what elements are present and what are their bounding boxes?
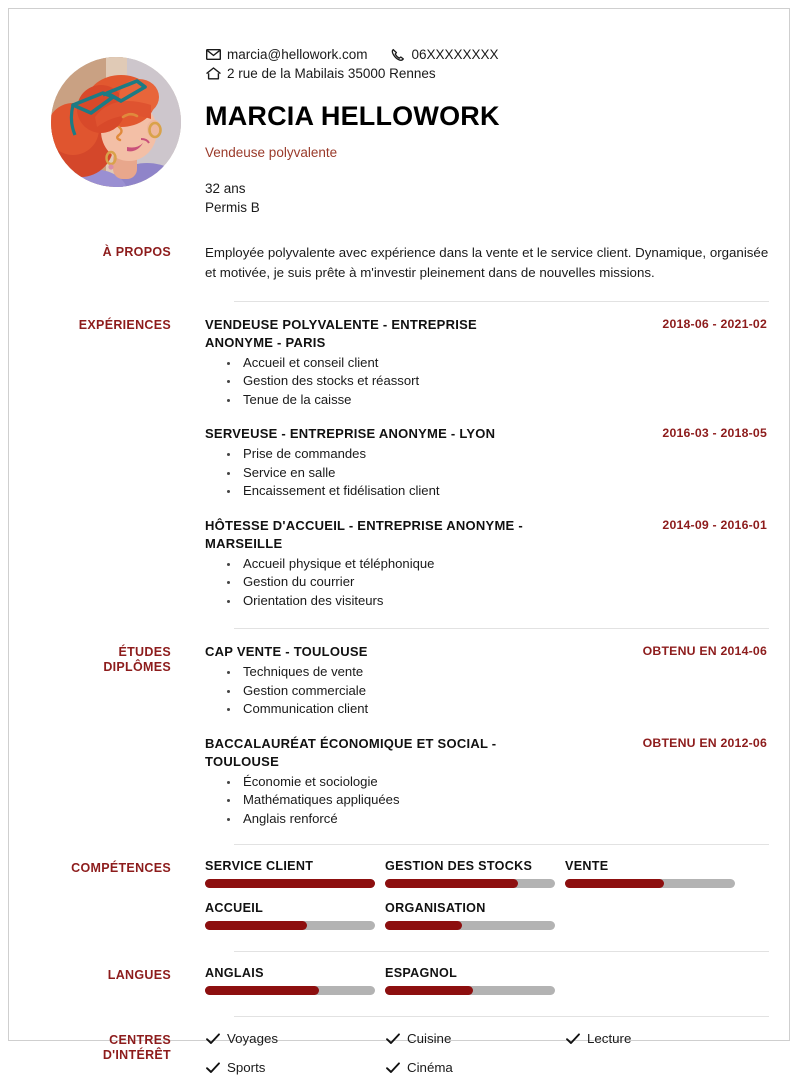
education-date: OBTENU EN 2014-06 xyxy=(642,644,767,659)
skill-bar-fill xyxy=(385,879,518,888)
interests-grid xyxy=(205,1031,769,1089)
language-label: ANGLAIS xyxy=(205,966,264,981)
section-education xyxy=(9,643,789,828)
education-bullets xyxy=(205,773,769,829)
list-item: Gestion du courrier xyxy=(227,573,769,592)
experience-bullets xyxy=(205,445,769,501)
skill-bar-fill xyxy=(205,921,307,930)
section-label-education-line1: ÉTUDES xyxy=(118,645,171,660)
skill-item xyxy=(385,901,565,930)
education-entry xyxy=(205,735,769,829)
skill-bar-track xyxy=(205,921,375,930)
check-icon xyxy=(565,1031,581,1047)
languages-grid xyxy=(205,966,769,1008)
skill-label: ACCUEIL xyxy=(205,901,264,916)
language-bar-track xyxy=(385,986,555,995)
contact-email[interactable] xyxy=(205,45,368,64)
list-item: Service en salle xyxy=(227,464,769,483)
list-item: Communication client xyxy=(227,700,769,719)
education-bullets xyxy=(205,663,769,719)
list-item: Accueil physique et téléphonique xyxy=(227,555,769,574)
list-item: Techniques de vente xyxy=(227,663,769,682)
skill-bar-fill xyxy=(565,879,664,888)
section-label-languages: LANGUES xyxy=(107,968,171,983)
personal-meta xyxy=(205,179,769,217)
section-interests xyxy=(9,1031,789,1089)
experience-date: 2014-09 - 2016-01 xyxy=(662,517,767,532)
section-label-experiences: EXPÉRIENCES xyxy=(78,317,171,332)
section-about xyxy=(9,243,789,283)
experience-title: HÔTESSE D'ACCUEIL - ENTREPRISE ANONYME - MARSEILLE xyxy=(205,517,523,551)
email-text: marcia@hellowork.com xyxy=(227,47,368,62)
language-label: ESPAGNOL xyxy=(385,966,458,981)
list-item: Gestion commerciale xyxy=(227,682,769,701)
interest-label: Cinéma xyxy=(407,1060,453,1076)
education-title: BACCALAURÉAT ÉCONOMIQUE ET SOCIAL - TOULOUSE xyxy=(205,735,497,769)
list-item: Tenue de la caisse xyxy=(227,391,769,410)
section-experiences xyxy=(9,316,789,611)
experience-bullets xyxy=(205,354,769,410)
skill-label: ORGANISATION xyxy=(385,901,486,916)
interest-label: Lecture xyxy=(587,1031,632,1047)
education-entry xyxy=(205,643,769,719)
divider-after-about xyxy=(234,301,769,302)
phone-icon xyxy=(390,47,406,63)
list-item: Économie et sociologie xyxy=(227,773,769,792)
section-label-skills: COMPÉTENCES xyxy=(71,861,171,876)
list-item: Gestion des stocks et réassort xyxy=(227,372,769,391)
licence-text: Permis B xyxy=(205,199,260,215)
divider-after-skills xyxy=(234,951,769,952)
avatar-illustration xyxy=(51,57,181,187)
skill-item xyxy=(205,859,385,888)
skill-bar-fill xyxy=(205,879,375,888)
education-date: OBTENU EN 2012-06 xyxy=(642,735,767,750)
skill-bar-fill xyxy=(385,921,462,930)
resume-header xyxy=(9,9,789,217)
interest-item xyxy=(385,1031,565,1047)
envelope-icon xyxy=(205,47,221,63)
experience-entry xyxy=(205,517,769,611)
address-text: 2 rue de la Mabilais 35000 Rennes xyxy=(227,66,436,81)
check-icon xyxy=(385,1031,401,1047)
check-icon xyxy=(385,1060,401,1076)
education-title: CAP VENTE - TOULOUSE xyxy=(205,644,368,660)
experience-entry xyxy=(205,425,769,501)
skill-bar-track xyxy=(205,879,375,888)
list-item: Mathématiques appliquées xyxy=(227,791,769,810)
check-icon xyxy=(205,1060,221,1076)
age-text: 32 ans xyxy=(205,180,246,196)
skill-bar-track xyxy=(565,879,735,888)
divider-after-experiences xyxy=(234,628,769,629)
section-label-about: À PROPOS xyxy=(102,244,171,259)
section-label-interests-line1: CENTRES xyxy=(109,1033,171,1048)
skill-item xyxy=(385,859,565,888)
interest-item xyxy=(205,1031,385,1047)
home-icon xyxy=(205,66,221,82)
divider-after-education xyxy=(234,844,769,845)
skill-label: SERVICE CLIENT xyxy=(205,859,314,874)
experience-entry xyxy=(205,316,769,410)
skill-bar-track xyxy=(385,879,555,888)
section-label-interests xyxy=(51,1031,199,1089)
experience-date: 2018-06 - 2021-02 xyxy=(662,316,767,331)
divider-after-languages xyxy=(234,1016,769,1017)
check-icon xyxy=(205,1031,221,1047)
experience-title: SERVEUSE - ENTREPRISE ANONYME - LYON xyxy=(205,426,496,442)
section-languages xyxy=(9,966,789,1008)
job-title: Vendeuse polyvalente xyxy=(205,144,338,160)
section-label-education-line2: DIPLÔMES xyxy=(103,660,171,675)
skills-grid xyxy=(205,859,769,943)
about-text: Employée polyvalente avec expérience dans la vente et le service client. Dynamique, organisée et motivée, je suis prête à m'investir pleinement dans de nouvelles missions. xyxy=(205,244,769,280)
language-bar-fill xyxy=(385,986,473,995)
interest-item xyxy=(205,1060,385,1076)
page-title: MARCIA HELLOWORK xyxy=(205,101,500,131)
contact-address xyxy=(205,64,436,83)
list-item: Encaissement et fidélisation client xyxy=(227,482,769,501)
interest-label: Voyages xyxy=(227,1031,279,1047)
experience-bullets xyxy=(205,555,769,611)
contact-line-2 xyxy=(205,64,769,83)
interest-label: Sports xyxy=(227,1060,266,1076)
interest-item xyxy=(565,1031,745,1047)
avatar-column xyxy=(51,43,199,217)
list-item: Accueil et conseil client xyxy=(227,354,769,373)
language-item xyxy=(385,966,565,995)
skill-item xyxy=(205,901,385,930)
language-bar-track xyxy=(205,986,375,995)
list-item: Prise de commandes xyxy=(227,445,769,464)
list-item: Orientation des visiteurs xyxy=(227,592,769,611)
contact-phone[interactable] xyxy=(390,45,499,64)
section-label-interests-line2: D'INTÉRÊT xyxy=(102,1048,171,1063)
phone-text: 06XXXXXXXX xyxy=(411,47,499,62)
list-item: Anglais renforcé xyxy=(227,810,769,829)
experience-title: VENDEUSE POLYVALENTE - ENTREPRISE ANONYME - PARIS xyxy=(205,316,477,350)
experience-date: 2016-03 - 2018-05 xyxy=(662,426,767,441)
section-skills xyxy=(9,859,789,943)
language-bar-fill xyxy=(205,986,319,995)
skill-label: VENTE xyxy=(565,859,609,874)
interest-label: Cuisine xyxy=(407,1031,452,1047)
skill-item xyxy=(565,859,745,888)
header-text-column xyxy=(199,43,769,217)
section-label-education xyxy=(51,643,199,828)
interest-item xyxy=(385,1060,565,1076)
resume-page xyxy=(8,8,790,1076)
skill-label: GESTION DES STOCKS xyxy=(385,859,533,874)
skill-bar-track xyxy=(385,921,555,930)
language-item xyxy=(205,966,385,995)
avatar xyxy=(51,57,181,187)
contact-line-1 xyxy=(205,45,769,64)
